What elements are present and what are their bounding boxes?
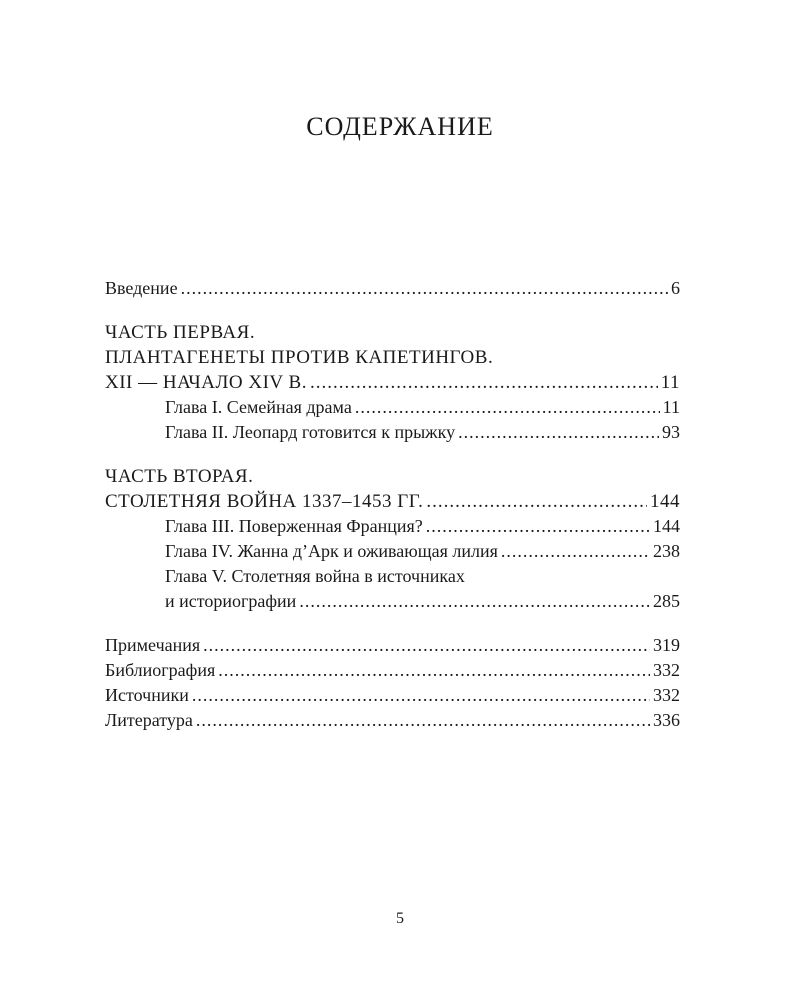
toc-label: Глава I. Семейная драма [165, 397, 352, 417]
toc-page: 336 [653, 710, 680, 730]
toc-page: 93 [662, 422, 680, 442]
toc-entry-part2 [105, 489, 680, 514]
toc-entry-chapter [105, 514, 680, 539]
dot-leader [458, 420, 659, 445]
toc-page: 11 [660, 372, 680, 393]
toc-page: 332 [653, 660, 680, 680]
toc-page: 285 [653, 591, 680, 611]
part-heading: ЧАСТЬ ПЕРВАЯ. [105, 322, 256, 343]
dot-leader [501, 539, 650, 564]
toc-page: 6 [671, 278, 680, 298]
part-heading: ЧАСТЬ ВТОРАЯ. [105, 466, 254, 487]
toc-label: Источники [105, 685, 189, 705]
toc-entry-back [105, 708, 680, 733]
toc-entry-chapter-line2 [105, 589, 680, 614]
toc-label: Глава IV. Жанна д’Арк и оживающая лилия [165, 541, 498, 561]
toc-entry-back [105, 658, 680, 683]
toc-label: Примечания [105, 635, 201, 655]
dot-leader [426, 514, 650, 539]
toc-label: Библиография [105, 660, 216, 680]
dot-leader [181, 276, 668, 301]
toc-page: 11 [662, 397, 680, 417]
toc-label: Глава III. Поверженная Франция? [165, 516, 423, 536]
table-of-contents [105, 276, 680, 733]
toc-page: 144 [650, 491, 680, 512]
dot-leader [426, 489, 647, 514]
toc-label: Глава II. Леопард готовится к прыжку [165, 422, 456, 442]
toc-label: СТОЛЕТНЯЯ ВОЙНА 1337–1453 ГГ. [105, 491, 424, 512]
dot-leader [218, 658, 650, 683]
toc-page: 238 [653, 541, 680, 561]
toc-entry-chapter [105, 395, 680, 420]
toc-entry-intro [105, 276, 680, 301]
toc-label: Введение [105, 278, 178, 298]
dot-leader [203, 633, 650, 658]
toc-entry-back [105, 683, 680, 708]
toc-label: Литература [105, 710, 193, 730]
toc-page: 332 [653, 685, 680, 705]
dot-leader [192, 683, 650, 708]
toc-label: Глава V. Столетняя война в источниках [165, 566, 465, 586]
toc-label: XII — НАЧАЛО XIV В. [105, 372, 307, 393]
dot-leader [299, 589, 650, 614]
dot-leader [196, 708, 650, 733]
toc-entry-chapter [105, 539, 680, 564]
toc-entry-chapter-line1 [105, 564, 680, 589]
toc-page: 319 [653, 635, 680, 655]
toc-label: и историографии [165, 591, 297, 611]
dot-leader [310, 370, 658, 395]
part-heading: ПЛАНТАГЕНЕТЫ ПРОТИВ КАПЕТИНГОВ. [105, 347, 494, 368]
toc-page: 144 [653, 516, 680, 536]
toc-entry-part1 [105, 370, 680, 395]
toc-entry-back [105, 633, 680, 658]
page-number: 5 [396, 910, 404, 927]
toc-entry-chapter [105, 420, 680, 445]
page-title: СОДЕРЖАНИЕ [306, 112, 494, 141]
dot-leader [355, 395, 660, 420]
